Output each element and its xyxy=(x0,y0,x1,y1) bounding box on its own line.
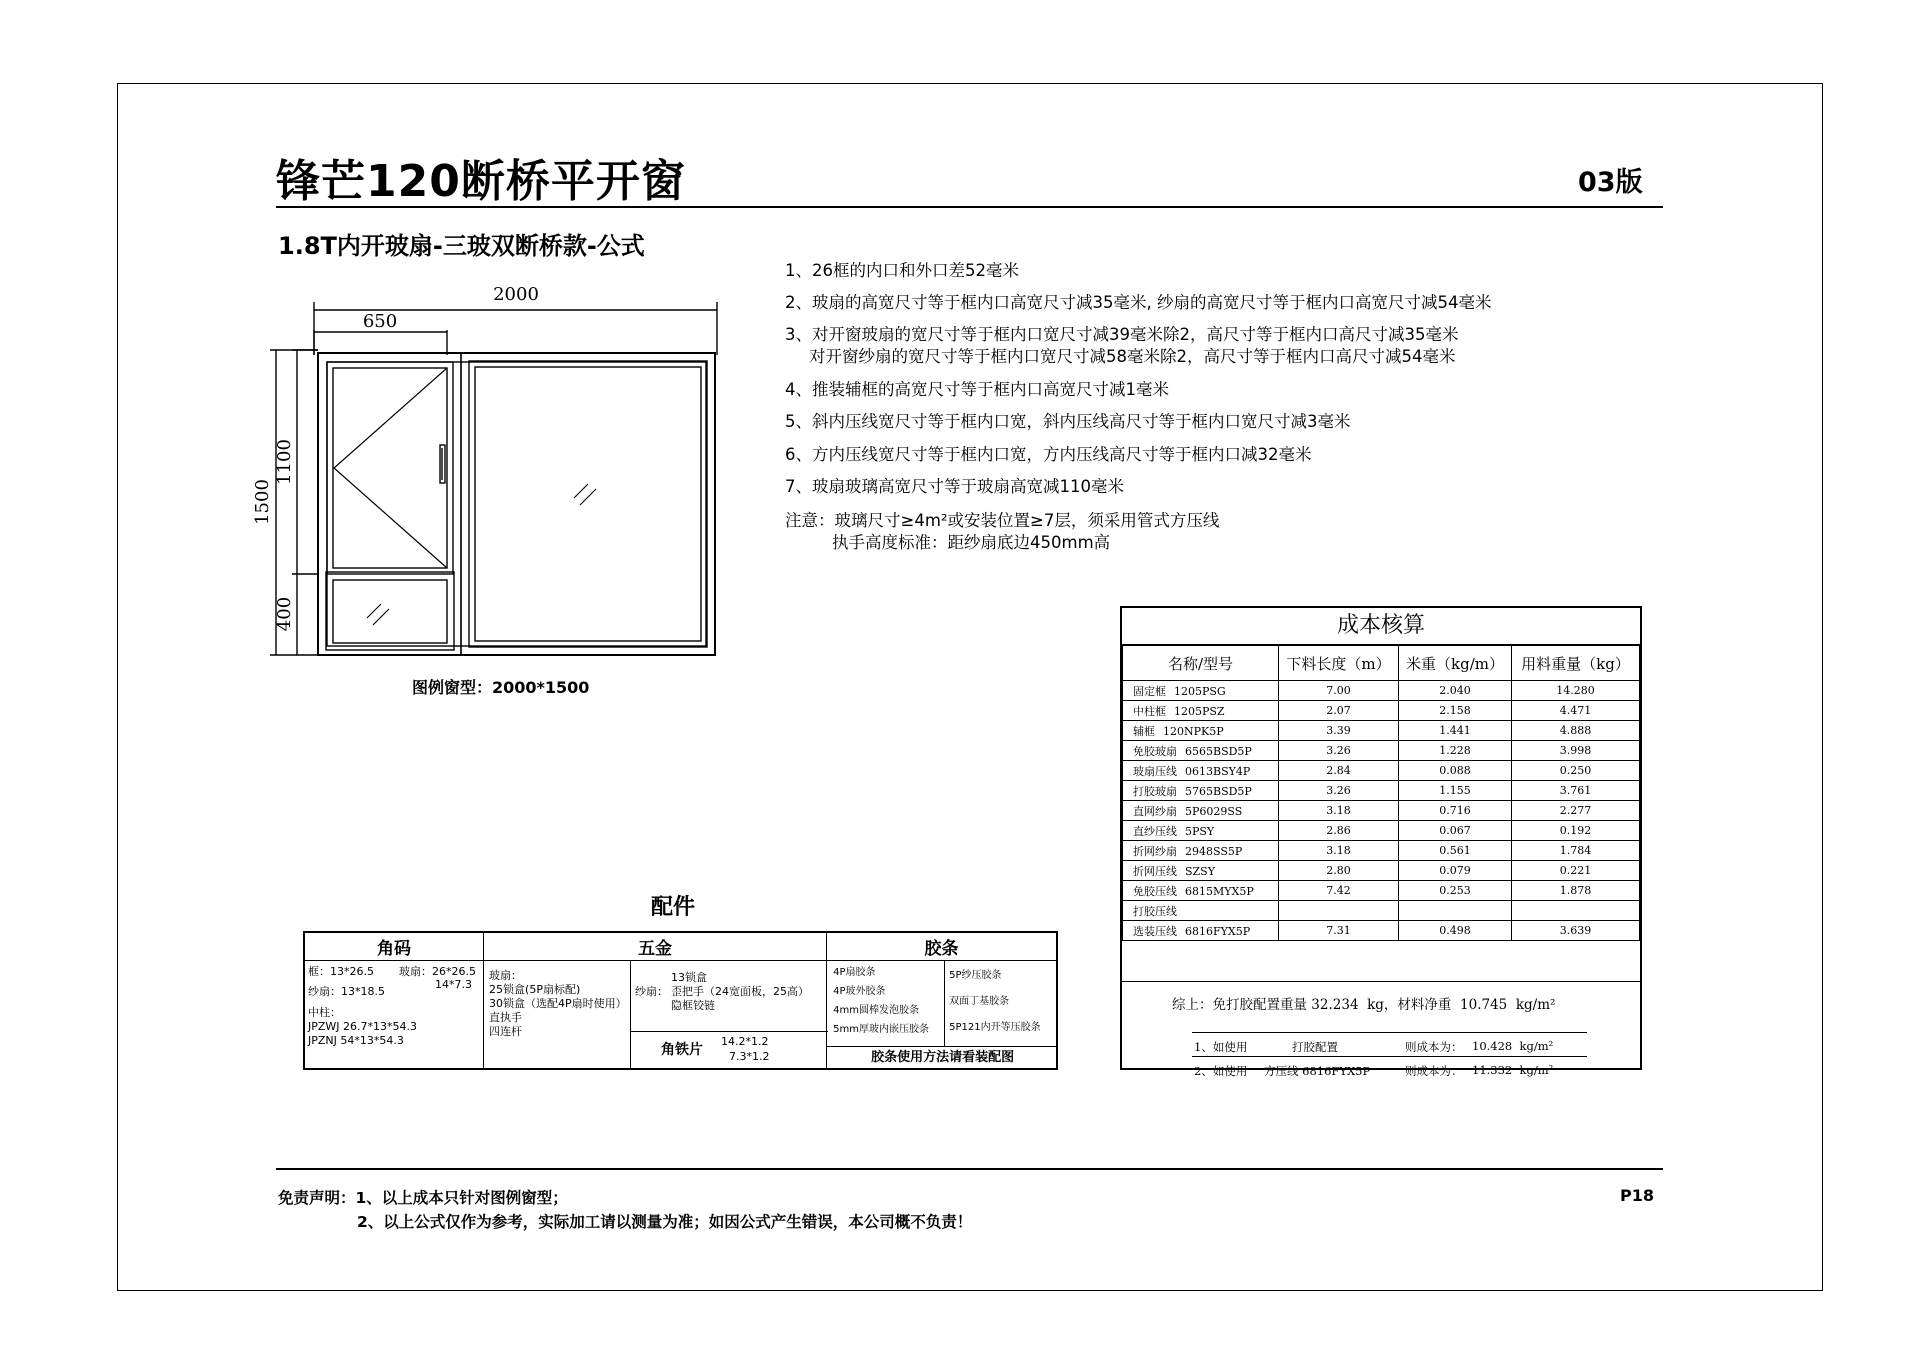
note-warning: 注意：玻璃尺寸≥4m²或安装位置≥7层，须采用管式方压线 xyxy=(785,511,1220,530)
cost-item-unit: 0.079 xyxy=(1399,861,1512,881)
cost-item-model: 5P6029SS xyxy=(1185,804,1243,818)
note-item: 2、玻扇的高宽尺寸等于框内口高宽尺寸减35毫米, 纱扇的高宽尺寸等于框内口高宽尺寸减54毫米 xyxy=(785,293,1492,312)
cost-header-length: 下料长度（m） xyxy=(1279,646,1399,681)
cost-item-name: 固定框 xyxy=(1133,684,1166,698)
hardware-header: 五金 xyxy=(484,932,827,961)
cost-item-name: 打胶压线 xyxy=(1133,904,1177,918)
disclaimer-line-1: 免责声明：1、以上成本只针对图例窗型； xyxy=(278,1189,568,1207)
hardware-cell: 玻扇： 25锁盒(5P扇标配) 30锁盒（选配4P扇时使用） 直执手 四连杆 纱扇： 13锁盒 歪把手（24宽面板，25高） 隐框铰链 角铁片 14.2*1.2 7.3*1.2 xyxy=(484,961,827,1070)
note-handle-height: 执手高度标准：距纱扇底边450mm高 xyxy=(832,533,1111,552)
cost-item-length: 3.26 xyxy=(1279,781,1399,801)
cost-item-length: 3.18 xyxy=(1279,801,1399,821)
cost-item-name: 玻扇压线 xyxy=(1133,764,1177,778)
cost-row xyxy=(1123,741,1640,761)
cost-row xyxy=(1123,901,1640,921)
cost-item-length: 2.80 xyxy=(1279,861,1399,881)
cost-item-weight: 1.784 xyxy=(1512,841,1640,861)
cost-item-length: 3.18 xyxy=(1279,841,1399,861)
note-item: 1、26框的内口和外口差52毫米 xyxy=(785,261,1019,280)
cost-item-weight: 3.639 xyxy=(1512,921,1640,941)
section-subtitle: 1.8T内开玻扇-三玻双断桥款-公式 xyxy=(278,232,645,260)
cost-row xyxy=(1123,881,1640,901)
cost-item-unit: 1.441 xyxy=(1399,721,1512,741)
cost-item-unit: 0.253 xyxy=(1399,881,1512,901)
corner-cell: 框：13*26.5 玻扇：26*26.5 14*7.3 纱扇：13*18.5 中柱： JPZWJ 26.7*13*54.3 JPZNJ 54*13*54.3 xyxy=(304,961,484,1070)
cost-title: 成本核算 xyxy=(1122,608,1640,645)
cost-item-weight: 3.761 xyxy=(1512,781,1640,801)
page-number: P18 xyxy=(1620,1186,1654,1205)
cost-item-length: 7.31 xyxy=(1279,921,1399,941)
dim-lower-height: 400 xyxy=(274,596,295,632)
cost-item-name: 免胶玻扇 xyxy=(1133,744,1177,758)
cost-item-name: 直网纱扇 xyxy=(1133,804,1177,818)
cost-item-model: 1205PSG xyxy=(1174,684,1226,698)
cost-item-weight: 0.250 xyxy=(1512,761,1640,781)
cost-item-model: 120NPK5P xyxy=(1163,724,1224,738)
dim-total-height: 1500 xyxy=(252,479,273,525)
cost-row xyxy=(1123,701,1640,721)
cost-row xyxy=(1123,861,1640,881)
cost-item-weight: 0.221 xyxy=(1512,861,1640,881)
cost-item-name: 折网压线 xyxy=(1133,864,1177,878)
cost-item-model: SZSY xyxy=(1185,864,1215,878)
cost-row xyxy=(1123,781,1640,801)
cost-item-unit: 0.716 xyxy=(1399,801,1512,821)
header-divider xyxy=(276,206,1663,208)
cost-item-weight xyxy=(1512,901,1640,921)
cost-panel: 成本核算 名称/型号 下料长度（m） 米重（kg/m） 用料重量（kg） 固定框 1205PSG 7.00 2.040 14.280 中柱框 1205PSZ 2.07 2.158 4.471 辅框 120NPK5P 3.39 1.441 4.888 免胶玻扇 6565BSD5P 3.26 1.228 3.998 玻扇压线 0613BSY4P 2.84 0.088 0.250 打胶玻扇 5765BSD5P 3.26 1.155 3.761 直网纱扇 5P6029SS 3.18 0.716 2.277 直纱压线 5PSY 2.86 0.067 0.192 折网纱扇 2948SS5P 3.18 0.561 1.784 折网压线 SZSY 2.80 0.079 0.221 免胶压线 6815MYX5P 7.42 0.253 1.878 打胶压线 选装压线 6816FYX5P 7.31 0.498 3.639 综上：免打胶配置重量 32.234 kg，材料净重 10.745 kg/m² 1、如使用 打胶配置 则成本为： 10.428 kg/m² 2、如使用 方压线 6816FYX5P 则成本为： 11.332 kg/m² xyxy=(1120,606,1642,1070)
version-label: 03版 xyxy=(1578,167,1643,198)
accessories-title: 配件 xyxy=(651,895,696,920)
cost-row xyxy=(1123,681,1640,701)
dim-sash-width: 650 xyxy=(362,311,398,332)
cost-item-unit: 2.040 xyxy=(1399,681,1512,701)
note-item: 3、对开窗玻扇的宽尺寸等于框内口宽尺寸减39毫米除2，高尺寸等于框内口高尺寸减35毫米 xyxy=(785,325,1459,344)
dim-upper-height: 1100 xyxy=(274,439,295,485)
cost-item-weight: 4.888 xyxy=(1512,721,1640,741)
cost-item-length: 7.42 xyxy=(1279,881,1399,901)
cost-item-model: 6565BSD5P xyxy=(1185,744,1252,758)
cost-item-model: 5765BSD5P xyxy=(1185,784,1252,798)
cost-item-weight: 14.280 xyxy=(1512,681,1640,701)
seal-header: 胶条 xyxy=(827,932,1057,961)
cost-item-unit: 0.067 xyxy=(1399,821,1512,841)
note-item: 7、玻扇玻璃高宽尺寸等于玻扇高宽减110毫米 xyxy=(785,477,1124,496)
page-title: 锋芒120断桥平开窗 xyxy=(276,156,686,207)
cost-item-unit: 1.155 xyxy=(1399,781,1512,801)
footer-divider xyxy=(276,1168,1663,1170)
cost-item-name: 中柱框 xyxy=(1133,704,1166,718)
cost-item-weight: 4.471 xyxy=(1512,701,1640,721)
cost-item-weight: 1.878 xyxy=(1512,881,1640,901)
cost-row xyxy=(1123,841,1640,861)
cost-item-unit: 2.158 xyxy=(1399,701,1512,721)
seal-cell: 4P扇胶条 4P玻外胶条 4mm圆棒发泡胶条 5mm厚玻内嵌压胶条 5P纱压胶条 双面丁基胶条 5P121内开等压胶条 胶条使用方法请看装配图 xyxy=(827,961,1057,1070)
note-item: 5、斜内压线宽尺寸等于框内口宽，斜内压线高尺寸等于框内口宽尺寸减3毫米 xyxy=(785,412,1351,431)
cost-row xyxy=(1123,921,1640,941)
cost-row xyxy=(1123,801,1640,821)
cost-item-length: 2.84 xyxy=(1279,761,1399,781)
diagram-legend: 图例窗型：2000*1500 xyxy=(412,678,590,697)
accessories-table xyxy=(303,931,1058,1070)
cost-item-unit: 0.088 xyxy=(1399,761,1512,781)
corner-header: 角码 xyxy=(304,932,484,961)
cost-item-length: 3.39 xyxy=(1279,721,1399,741)
cost-item-name: 免胶压线 xyxy=(1133,884,1177,898)
cost-row xyxy=(1123,721,1640,741)
cost-item-unit: 0.561 xyxy=(1399,841,1512,861)
cost-item-length: 2.86 xyxy=(1279,821,1399,841)
cost-header-weight: 用料重量（kg） xyxy=(1512,646,1640,681)
cost-item-model: 1205PSZ xyxy=(1174,704,1225,718)
angle-iron-label: 角铁片 xyxy=(661,1042,704,1058)
cost-item-length: 2.07 xyxy=(1279,701,1399,721)
cost-item-name: 折网纱扇 xyxy=(1133,844,1177,858)
seal-usage-note: 胶条使用方法请看装配图 xyxy=(827,1046,1058,1069)
cost-table xyxy=(1122,645,1640,941)
cost-item-weight: 2.277 xyxy=(1512,801,1640,821)
cost-item-weight: 0.192 xyxy=(1512,821,1640,841)
cost-summary: 综上：免打胶配置重量 32.234 kg，材料净重 10.745 kg/m² xyxy=(1172,997,1556,1013)
cost-item-name: 选装压线 xyxy=(1133,924,1177,938)
note-item: 6、方内压线宽尺寸等于框内口宽，方内压线高尺寸等于框内口减32毫米 xyxy=(785,445,1312,464)
cost-item-model: 0613BSY4P xyxy=(1185,764,1251,778)
cost-item-unit xyxy=(1399,901,1512,921)
cost-item-weight: 3.998 xyxy=(1512,741,1640,761)
window-diagram xyxy=(240,280,740,675)
cost-header-name: 名称/型号 xyxy=(1123,646,1279,681)
cost-item-name: 辅框 xyxy=(1133,724,1155,738)
cost-item-model: 2948SS5P xyxy=(1185,844,1243,858)
cost-item-model: 6816FYX5P xyxy=(1185,924,1251,938)
cost-row xyxy=(1123,761,1640,781)
cost-item-name: 直纱压线 xyxy=(1133,824,1177,838)
disclaimer-line-2: 2、以上公式仅作为参考，实际加工请以测量为准；如因公式产生错误，本公司概不负责！ xyxy=(357,1213,973,1231)
cost-header-unit: 米重（kg/m） xyxy=(1399,646,1512,681)
cost-item-length: 7.00 xyxy=(1279,681,1399,701)
disclaimer xyxy=(278,1186,972,1234)
cost-item-model: 6815MYX5P xyxy=(1185,884,1254,898)
note-item: 对开窗纱扇的宽尺寸等于框内口宽尺寸减58毫米除2，高尺寸等于框内口高尺寸减54毫米 xyxy=(809,347,1456,366)
cost-item-length xyxy=(1279,901,1399,921)
note-item: 4、推装辅框的高宽尺寸等于框内口高宽尺寸减1毫米 xyxy=(785,380,1169,399)
cost-item-unit: 1.228 xyxy=(1399,741,1512,761)
cost-item-model: 5PSY xyxy=(1185,824,1215,838)
cost-item-length: 3.26 xyxy=(1279,741,1399,761)
cost-row xyxy=(1123,821,1640,841)
cost-item-name: 打胶玻扇 xyxy=(1133,784,1177,798)
cost-item-unit: 0.498 xyxy=(1399,921,1512,941)
dim-total-width: 2000 xyxy=(493,284,539,305)
